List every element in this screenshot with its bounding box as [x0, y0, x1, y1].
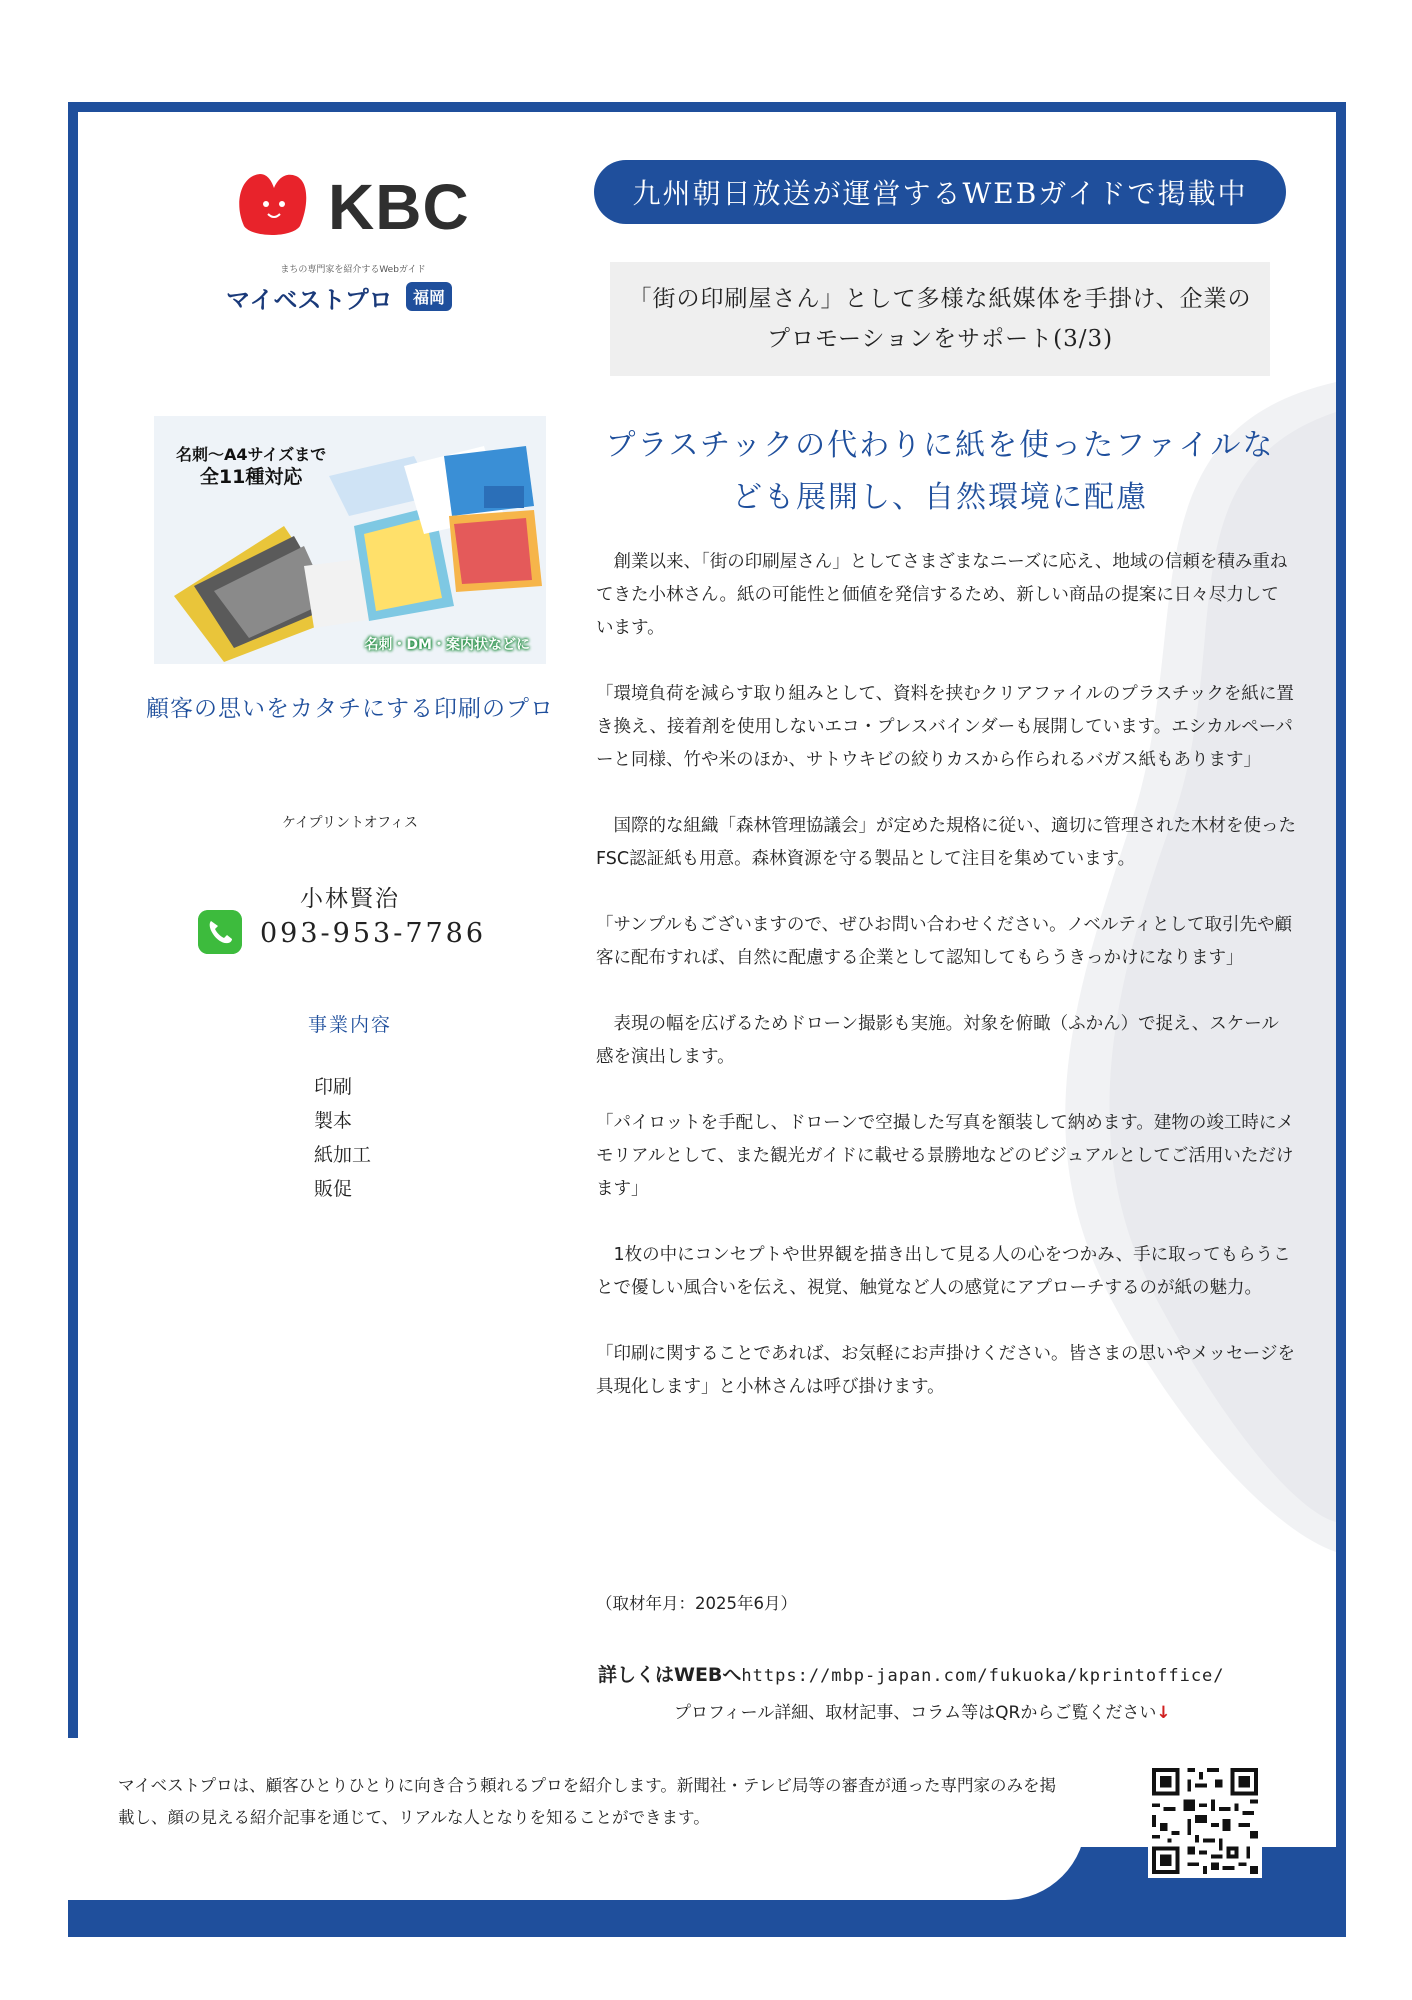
article-body	[596, 546, 1296, 1437]
interview-date: （取材年月：2025年6月）	[596, 1594, 797, 1613]
web-url-link[interactable]: https://mbp-japan.com/fukuoka/kprintoffice/	[741, 1666, 1225, 1686]
article-paragraph: 「環境負荷を減らす取り組みとして、資料を挟むクリアファイルのプラスチックを紙に置き換え、接着剤を使用しないエコ・プレスバインダーも展開しています。エシカルペーパーと同様、竹や米のほか、サトウキビの絞りカスから作られるバガス紙もあります」	[596, 684, 1294, 770]
web-line	[598, 1660, 1225, 1687]
qr-code[interactable]	[1148, 1764, 1262, 1878]
business-item: 製本	[314, 1110, 353, 1132]
business-item: 紙加工	[314, 1144, 372, 1166]
article-paragraph: 「サンプルもございますので、ぜひお問い合わせください。ノベルティとして取引先や顧客に配布すれば、自然に配慮する企業として認知してもらうきっかけになります」	[596, 915, 1292, 968]
company-name: ケイプリントオフィス	[281, 815, 419, 831]
article-paragraph: 1枚の中にコンセプトや世界観を描き出して見る人の心をつかみ、手に取ってもらうことで優しい風合いを伝え、視覚、触覚など人の感覚にアプローチするのが紙の魅力。	[596, 1245, 1291, 1298]
image-caption-line-1: 名刺～A4サイズまで	[176, 445, 327, 464]
mybestpro-tagline: まちの専門家を紹介するWebガイド	[280, 265, 426, 275]
mybestpro-region-badge: 福岡	[406, 282, 452, 311]
kbc-wordmark: KBC	[328, 171, 470, 243]
phone-number[interactable]: 093-953-7786	[260, 918, 487, 949]
business-item: 印刷	[314, 1076, 353, 1098]
arrow-down-icon: ↓	[1156, 1703, 1171, 1723]
person-name: 小林賢治	[300, 886, 400, 912]
product-image	[154, 416, 546, 664]
business-item: 販促	[314, 1178, 353, 1200]
qr-note	[674, 1698, 1171, 1723]
business-list	[314, 1070, 371, 1206]
article-paragraph: 「パイロットを手配し、ドローンで空撮した写真を額装して納めます。建物の竣工時にメモリアルとして、また観光ガイドに載せる景勝地などのビジュアルとしてご活用いただけます」	[596, 1113, 1294, 1199]
image-caption-top	[176, 444, 326, 488]
catchphrase: 顧客の思いをカタチにする印刷のプロ	[146, 696, 554, 722]
page-inner	[78, 112, 1336, 1847]
footer-text: マイベストプロは、顧客ひとりひとりに向き合う頼れるプロを紹介します。新聞社・テレビ局等の審査が通った専門家のみを掲載し、顔の見える紹介記事を通じて、リアルな人となりを知ることができます。	[118, 1776, 1057, 1827]
phone-icon	[198, 910, 242, 954]
article-subtitle: 「街の印刷屋さん」として多様な紙媒体を手掛け、企業のプロモーションをサポート(3/3)	[610, 262, 1270, 376]
image-caption-bottom: 名刺・DM・案内状などに	[364, 637, 530, 653]
mybestpro-logo: マイベストプロ	[226, 286, 393, 314]
qr-note-text: プロフィール詳細、取材記事、コラム等はQRからご覧ください	[674, 1703, 1157, 1723]
article-paragraph: 国際的な組織「森林管理協議会」が定めた規格に従い、適切に管理された木材を使ったFSC認証紙も用意。森林資源を守る製品として注目を集めています。	[596, 816, 1296, 869]
page-frame	[68, 102, 1346, 1937]
business-heading: 事業内容	[307, 1014, 392, 1036]
web-label: 詳しくはWEBへ	[598, 1664, 742, 1686]
header-pill: 九州朝日放送が運営するWEBガイドで掲載中	[594, 160, 1286, 224]
article-paragraph: 表現の幅を広げるためドローン撮影も実施。対象を俯瞰（ふかん）で捉え、スケール感を演出します。	[596, 1014, 1279, 1067]
article-paragraph: 創業以来、「街の印刷屋さん」としてさまざまなニーズに応え、地域の信頼を積み重ねてきた小林さん。紙の可能性と価値を発信するため、新しい商品の提案に日々尽力しています。	[596, 552, 1288, 638]
article-title: プラスチックの代わりに紙を使ったファイルなども展開し、自然環境に配慮	[605, 428, 1275, 515]
image-caption-line-2: 全11種対応	[199, 466, 303, 488]
article-paragraph: 「印刷に関することであれば、お気軽にお声掛けください。皆さまの思いやメッセージを具現化します」と小林さんは呼び掛けます。	[596, 1344, 1295, 1397]
